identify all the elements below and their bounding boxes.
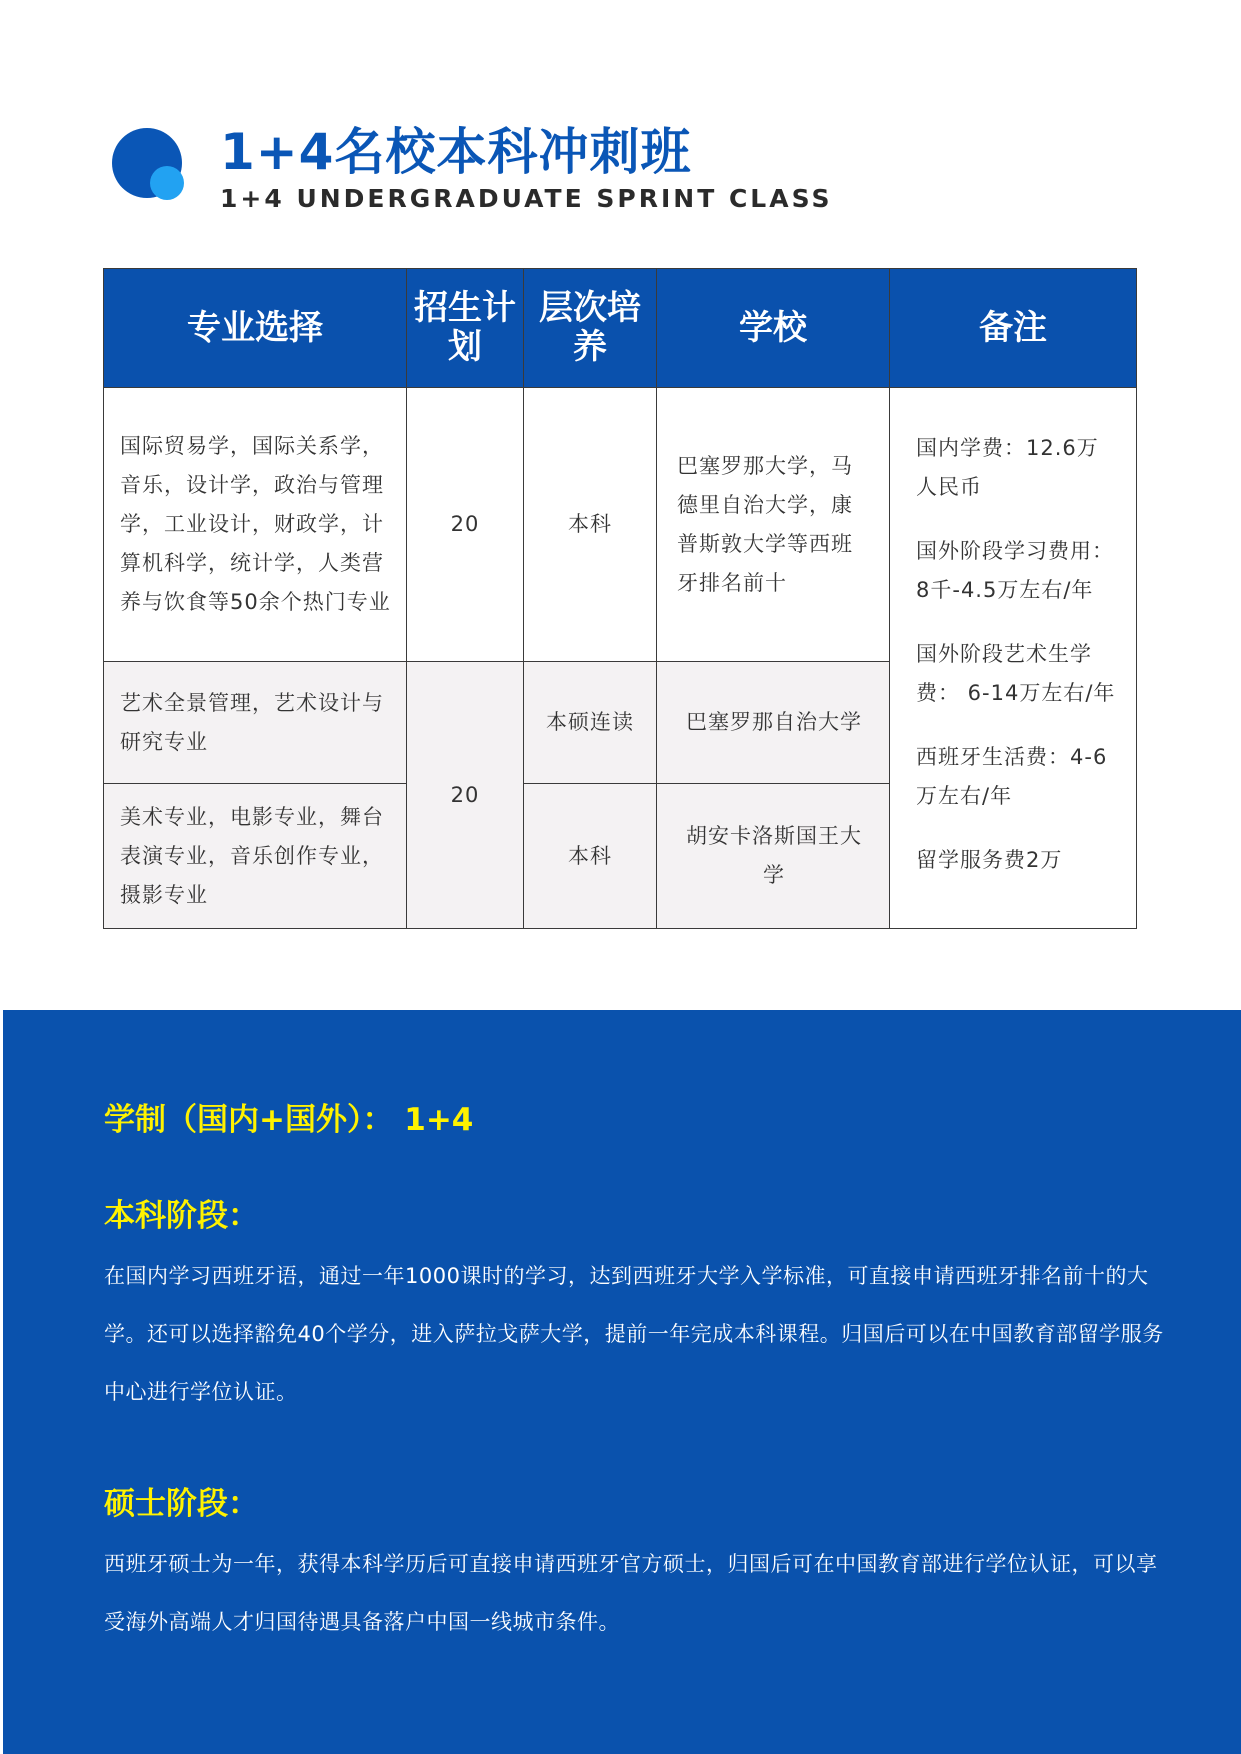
cell-level: 本科 xyxy=(524,388,657,662)
overlapping-circles-icon xyxy=(112,128,184,204)
education-system-title: 学制（国内+国外）： 1+4 xyxy=(104,1102,474,1138)
cell-notes xyxy=(890,388,1137,929)
logo-circle-small xyxy=(150,166,184,200)
cell-level: 本科 xyxy=(524,784,657,929)
program-table xyxy=(103,268,1137,929)
cell-plan: 20 xyxy=(407,388,524,662)
note-living-cost: 西班牙生活费：4-6万左右/年 xyxy=(916,744,1108,808)
cell-school: 胡安卡洛斯国王大学 xyxy=(657,784,890,929)
page-subtitle: 1+4 UNDERGRADUATE SPRINT CLASS xyxy=(220,184,833,213)
header-notes: 备注 xyxy=(890,269,1137,388)
table-header-row xyxy=(104,269,1137,388)
cell-major: 美术专业，电影专业，舞台表演专业，音乐创作专业，摄影专业 xyxy=(104,784,407,929)
cell-level: 本硕连读 xyxy=(524,662,657,784)
note-domestic-tuition: 国内学费：12.6万人民币 xyxy=(916,435,1099,499)
cell-major: 艺术全景管理，艺术设计与研究专业 xyxy=(104,662,407,784)
note-overseas-tuition: 国外阶段学习费用：8千-4.5万左右/年 xyxy=(916,538,1114,602)
note-service-fee: 留学服务费2万 xyxy=(916,847,1063,872)
header-school: 学校 xyxy=(657,269,890,388)
header-level: 层次培养 xyxy=(524,269,657,388)
cell-plan: 20 xyxy=(407,662,524,929)
table-row xyxy=(104,388,1137,662)
master-heading: 硕士阶段： xyxy=(104,1486,259,1522)
bachelor-text: 在国内学习西班牙语，通过一年1000课时的学习，达到西班牙大学入学标准，可直接申请西班牙排名前十的大学。还可以选择豁免40个学分，进入萨拉戈萨大学，提前一年完成本科课程。归国后可以在中国教育部留学服务中心进行学位认证。 xyxy=(104,1264,1164,1404)
cell-school: 巴塞罗那自治大学 xyxy=(657,662,890,784)
header-enrollment-plan: 招生计划 xyxy=(407,269,524,388)
cell-school: 巴塞罗那大学，马德里自治大学，康普斯敦大学等西班牙排名前十 xyxy=(657,388,890,662)
bachelor-heading: 本科阶段： xyxy=(104,1198,259,1234)
header-major: 专业选择 xyxy=(104,269,407,388)
page-title: 1+4名校本科冲刺班 xyxy=(220,123,692,181)
cell-major: 国际贸易学，国际关系学，音乐，设计学，政治与管理学，工业设计，财政学，计算机科学，统计学，人类营养与饮食等50余个热门专业 xyxy=(104,388,407,662)
note-art-tuition: 国外阶段艺术生学费： 6-14万左右/年 xyxy=(916,641,1116,705)
master-text: 西班牙硕士为一年，获得本科学历后可直接申请西班牙官方硕士，归国后可在中国教育部进行学位认证，可以享受海外高端人才归国待遇具备落户中国一线城市条件。 xyxy=(104,1552,1158,1634)
